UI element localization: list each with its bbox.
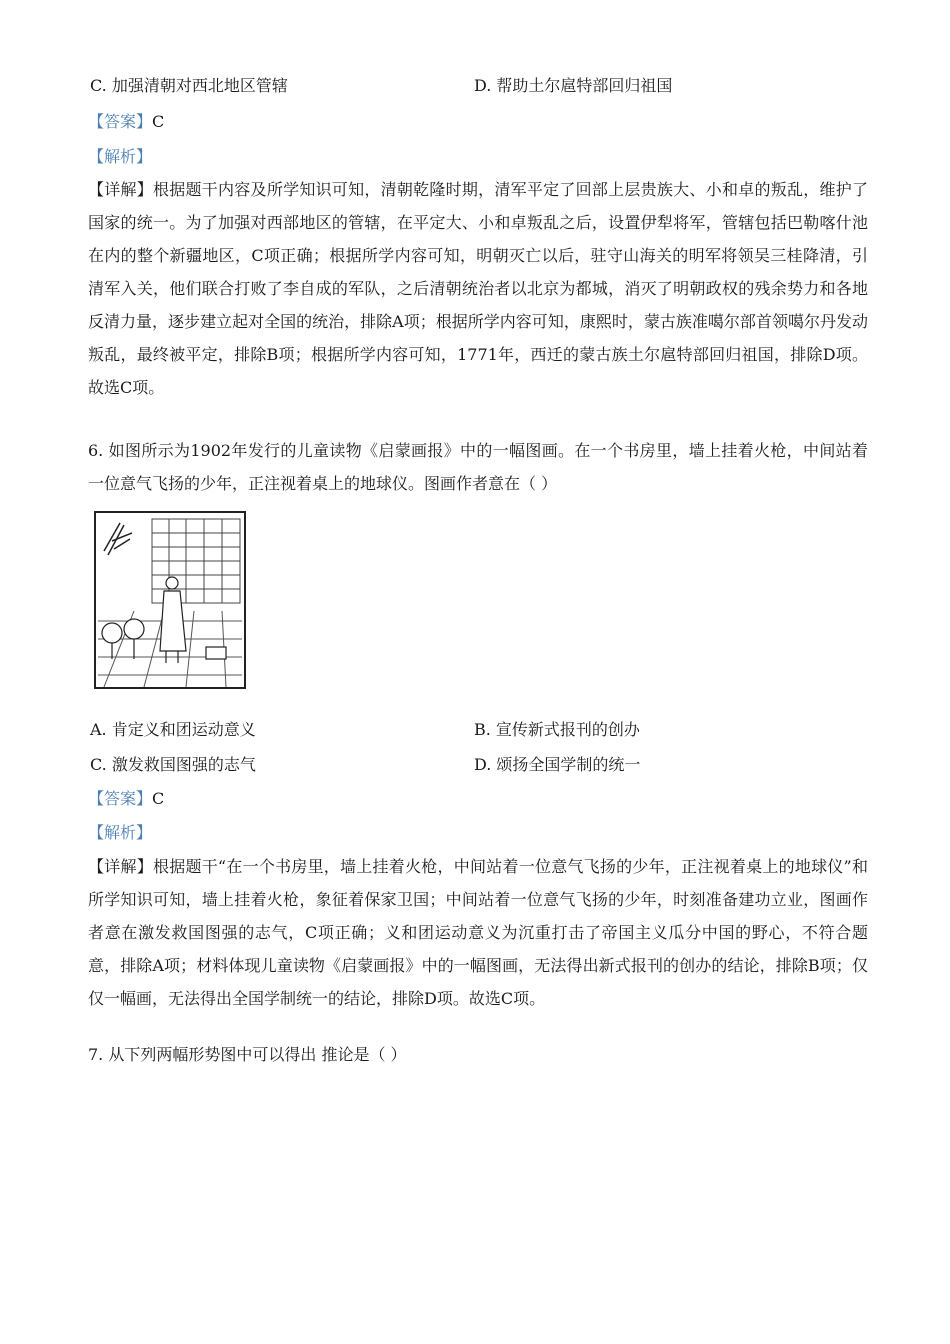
answer-value: C — [152, 112, 165, 131]
q6-answer — [88, 789, 164, 809]
detail-label: 【详解】 — [88, 857, 153, 876]
q5-option-c[interactable]: C. 加强清朝对西北地区管辖 — [90, 76, 288, 95]
q5-answer — [88, 112, 164, 132]
q5-detail — [88, 173, 868, 404]
q6-option-b[interactable]: B. 宣传新式报刊的创办 — [474, 720, 640, 739]
answer-label: 【答案】 — [88, 112, 153, 131]
q5-analysis-label: 【解析】 — [88, 147, 153, 166]
q6-stem: 6. 如图所示为1902年发行的儿童读物《启蒙画报》中的一幅图画。在一个书房里，墙上挂着火枪，中间站着一位意气飞扬的少年，正注视着桌上的地球仪。图画作者意在（ ） — [88, 441, 868, 493]
answer-value: C — [152, 789, 165, 808]
q6-analysis-label: 【解析】 — [88, 823, 153, 842]
q5-option-d[interactable]: D. 帮助土尔扈特部回归祖国 — [474, 76, 673, 95]
answer-label: 【答案】 — [88, 789, 153, 808]
q6-option-d[interactable]: D. 颂扬全国学制的统一 — [474, 755, 641, 774]
detail-text: 根据题干内容及所学知识可知，清朝乾隆时期，清军平定了回部上层贵族大、小和卓的叛乱，维护了国家的统一。为了加强对西部地区的管辖，在平定大、小和卓叛乱之后，设置伊犁将军，管辖包括巴勒喀什池在内的整个新疆地区，C项正确；根据所学内容可知，明朝灭亡以后，驻守山海关的明军将领吴三桂降清，引清军入关，他们联合打败了李自成的军队，之后清朝统治者以北京为都城，消灭了明朝政权的残余势力和各地反清力量，逐步建立起对全国的统治，排除A项；根据所学内容可知，康熙时，蒙古族准噶尔部首领噶尔丹发动叛乱，最终被平定，排除B项；根据所学内容可知，1771年，西迁的蒙古族土尔扈特部回归祖国，排除D项。故选C项。 — [88, 180, 868, 397]
detail-text: 根据题干“在一个书房里，墙上挂着火枪，中间站着一位意气飞扬的少年，正注视着桌上的地球仪”和所学知识可知，墙上挂着火枪，象征着保家卫国；中间站着一位意气飞扬的少年，时刻准备建功立业，图画作者意在激发救国图强的志气，C项正确；义和团运动意义为沉重打击了帝国主义瓜分中国的野心，不符合题意，排除A项；材料体现儿童读物《启蒙画报》中的一幅图画，无法得出新式报刊的创办的结论，排除B项；仅仅一幅画，无法得出全国学制统一的结论，排除D项。故选C项。 — [88, 857, 868, 1008]
q6-option-c[interactable]: C. 激发救国图强的志气 — [90, 755, 256, 774]
qimeng-huabao-illustration — [94, 511, 246, 689]
illustration-svg — [94, 511, 246, 689]
q7-stem: 7. 从下列两幅形势图中可以得出 推论是（ ） — [88, 1045, 407, 1064]
detail-label: 【详解】 — [88, 180, 154, 199]
q6-detail — [88, 850, 868, 1015]
q6-option-a[interactable]: A. 肯定义和团运动意义 — [90, 720, 256, 739]
